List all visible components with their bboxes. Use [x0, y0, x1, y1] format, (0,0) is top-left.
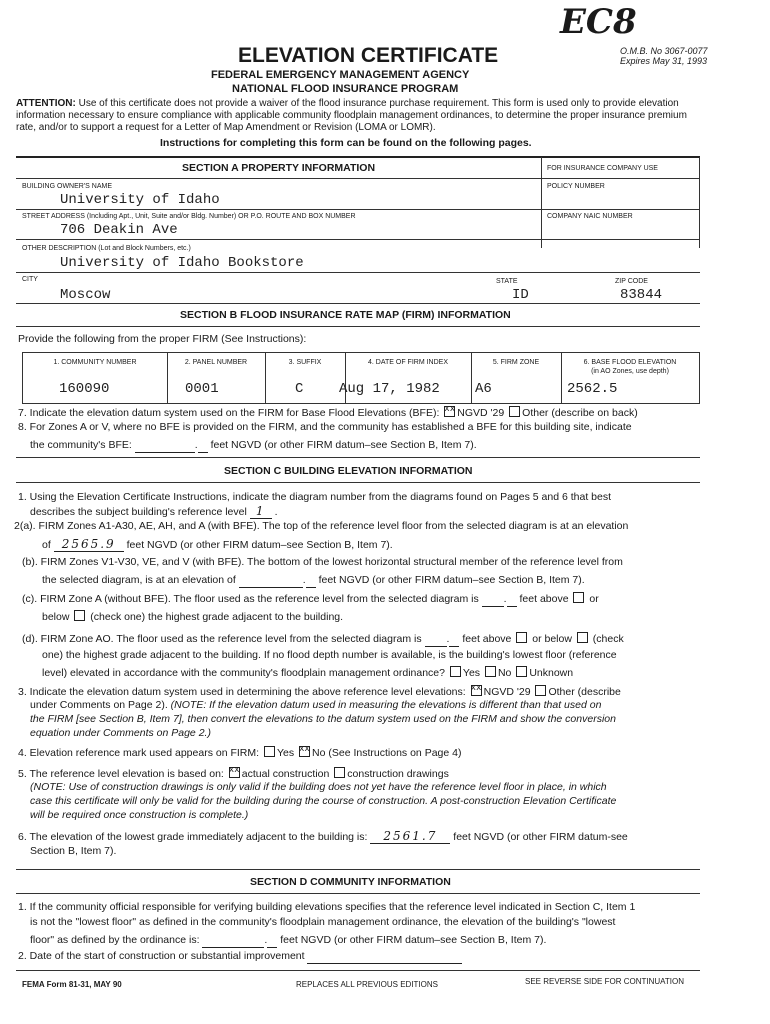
other-description-label: OTHER DESCRIPTION (Lot and Block Numbers, etc.) [22, 245, 191, 252]
attention-label: ATTENTION: [16, 98, 76, 109]
section-b-title: SECTION B FLOOD INSURANCE RATE MAP (FIRM) INFORMATION [180, 309, 511, 321]
d-item1-lowest-floor[interactable] [202, 934, 264, 948]
c-item6-text: 6. The elevation of the lowest grade immediately adjacent to the building is: [18, 831, 368, 843]
item7-ngvd-checkbox[interactable] [444, 406, 455, 417]
c-item2a-unit: feet NGVD (or other FIRM datum–see Section B, Item 7). [126, 539, 393, 551]
section-b-rule [16, 326, 700, 327]
street-address-value: 706 Deakin Ave [60, 222, 178, 238]
c-item2c-decimal[interactable] [507, 593, 517, 607]
footer-rule [16, 970, 700, 971]
section-b-item-8-line1: 8. For Zones A or V, where no BFE is provided on the FIRM, and the community has established a BFE for this building site, indicate [18, 421, 632, 433]
col-date-firm-index: 4. DATE OF FIRM INDEX [368, 359, 448, 366]
d-item1-text: floor" as defined by the ordinance is: [30, 934, 200, 946]
table-divider [471, 353, 472, 403]
insurance-use-label: FOR INSURANCE COMPANY USE [547, 165, 658, 172]
c-item1-text: describes the subject building's reference level [30, 506, 247, 518]
c-item2d-line1: (d). FIRM Zone AO. The floor used as the reference level from the selected diagram is . feet above or below (check [22, 633, 624, 645]
col-base-flood-note: (in AO Zones, use depth) [591, 368, 669, 375]
c-item2b-unit: feet NGVD (or other FIRM datum–see Section B, Item 7). [318, 574, 585, 586]
c-item5-note1: (NOTE: Use of construction drawings is only valid if the building does not yet have the reference level floor in place, in which [30, 781, 607, 793]
c-item2c-below: below [42, 611, 70, 623]
table-divider [561, 353, 562, 403]
col-base-flood-elevation: 6. BASE FLOOD ELEVATION [583, 359, 677, 366]
omb-number: O.M.B. No 3067-0077 [620, 46, 708, 56]
d-item1-line2: is not the "lowest floor" as defined in the community's floodplain management ordinance, the elevation of the building's "lowest [30, 916, 616, 928]
table-divider [167, 353, 168, 403]
c-item6-line1 [18, 830, 628, 844]
form-number: FEMA Form 81-31, MAY 90 [22, 980, 122, 989]
d-item2-date-field[interactable] [307, 950, 462, 964]
c-item1-line2: describes the subject building's reference level 1 . [30, 504, 278, 518]
c-item5-text: 5. The reference level elevation is based on: [18, 768, 224, 780]
c-item2c-text2: (check one) the highest grade adjacent to the building. [90, 611, 344, 623]
c-item5-actual-checkbox[interactable] [229, 767, 240, 778]
c-item2d-yes: Yes [462, 667, 481, 679]
section-a-top-rule [16, 156, 700, 158]
c-item4-yes-checkbox[interactable] [264, 746, 275, 757]
c-item4-yes: Yes [276, 747, 295, 759]
c-item2d-line3 [42, 666, 573, 680]
attention-notice [16, 98, 706, 134]
c-item2b-decimal[interactable] [306, 574, 316, 588]
city-value: Moscow [60, 287, 111, 303]
state-label: STATE [496, 278, 518, 285]
c-item2b-line2: the selected diagram, is at an elevation of . feet NGVD (or other FIRM datum–see Section B, Item 7). [42, 574, 585, 586]
d-item1-line1: 1. If the community official responsible for verifying building elevations specifies that the reference level indicated in Section C, Item 1 [18, 901, 636, 913]
section-c-title: SECTION C BUILDING ELEVATION INFORMATION [224, 465, 473, 477]
c-item2c-or: or [589, 593, 599, 605]
replaces-notice: REPLACES ALL PREVIOUS EDITIONS [296, 980, 438, 989]
col-firm-zone: 5. FIRM ZONE [492, 359, 540, 366]
c-item6-line2: Section B, Item 7). [30, 845, 117, 857]
c-item3-text: 3. Indicate the elevation datum system used in determining the above reference level elevations: [18, 686, 466, 698]
c-item3-ngvd: NGVD '29 [483, 686, 531, 698]
city-rule [16, 303, 700, 304]
item7-ngvd-label: NGVD '29 [457, 407, 505, 419]
c-item2d-check: (check [592, 633, 624, 645]
policy-number-label: POLICY NUMBER [547, 183, 605, 190]
c-item2c-line1: (c). FIRM Zone A (without BFE). The floor used as the reference level from the selected diagram is . feet above or [22, 593, 599, 605]
c-item2c-above-checkbox[interactable] [573, 592, 584, 603]
item8-bfe-label: the community's BFE: [30, 439, 132, 451]
table-divider [265, 353, 266, 403]
section-b-item-8-line2: the community's BFE: . feet NGVD (or other FIRM datum–see Section B, Item 7). [30, 439, 477, 451]
company-naic-label: COMPANY NAIC NUMBER [547, 213, 633, 220]
c-item2d-no: No [497, 667, 512, 679]
item7-other-label: Other (describe on back) [522, 407, 638, 419]
c-item2c-height[interactable] [482, 593, 504, 607]
d-item1-unit: feet NGVD (or other FIRM datum–see Section B, Item 7). [280, 934, 547, 946]
col-panel-number: 2. PANEL NUMBER [184, 359, 248, 366]
c-item2c-line2 [42, 610, 343, 624]
item8-bfe-field[interactable] [135, 439, 195, 453]
d-item1-decimal[interactable] [267, 934, 277, 948]
c-item3-line1 [18, 685, 621, 699]
instructions-note: Instructions for completing this form can be found on the following pages. [160, 137, 532, 149]
c-item5-note2: case this certificate will only be valid for the building during the course of construction. A post-construction Elevation Certificate [30, 795, 617, 807]
c-item3-line4: equation under Comments on Page 2.) [30, 727, 211, 739]
c-item5-note3: will be required once construction is complete.) [30, 809, 249, 821]
section-c-top-rule [16, 457, 700, 458]
c-item5-actual: actual construction [241, 768, 330, 780]
c-item2d-line2: one) the highest grade adjacent to the building. If no flood depth number is available, is the building's lowest floor (reference [42, 649, 617, 661]
state-value: ID [512, 287, 529, 303]
section-d-top-rule [16, 869, 700, 870]
c-item2d-unknown: Unknown [529, 667, 574, 679]
c-item2d-above-checkbox[interactable] [516, 632, 527, 643]
section-b-item-7 [18, 406, 708, 420]
c-item2d-below-checkbox[interactable] [577, 632, 588, 643]
expiration-date: Expires May 31, 1993 [620, 56, 708, 66]
panel-number-value: 0001 [185, 381, 219, 397]
item7-text: 7. Indicate the elevation datum system used on the FIRM for Base Flood Elevations (BFE): [18, 407, 440, 419]
suffix-value: C [295, 381, 304, 397]
program-name: NATIONAL FLOOD INSURANCE PROGRAM [232, 83, 459, 95]
c-item3-comments: under Comments on Page 2). [30, 699, 168, 711]
c-item3-other: Other (describe [548, 686, 621, 698]
c-item2b-text: the selected diagram, is at an elevation of [42, 574, 236, 586]
c-item5-drawings-checkbox[interactable] [334, 767, 345, 778]
c-item2d-or-below: or below [532, 633, 572, 645]
agency-name: FEDERAL EMERGENCY MANAGEMENT AGENCY [211, 69, 470, 81]
city-label: CITY [22, 276, 38, 283]
section-a-header-rule [16, 178, 700, 179]
owner-name-label: BUILDING OWNER'S NAME [22, 183, 113, 190]
col-suffix: 3. SUFFIX [288, 359, 322, 366]
c-item2d-feet-above: feet above [462, 633, 512, 645]
c-item2d-yes-checkbox[interactable] [450, 666, 461, 677]
date-firm-index-value: Aug 17, 1982 [339, 381, 440, 397]
c-item2d-unknown-checkbox[interactable] [516, 666, 527, 677]
street-address-label: STREET ADDRESS (Including Apt., Unit, Suite and/or Bldg. Number) OR P.O. ROUTE AND BOX NUMBER [22, 213, 356, 220]
c-item2a-line1: 2(a). FIRM Zones A1-A30, AE, AH, and A (with BFE). The top of the reference level floor from the selected diagram is at an elevation [14, 520, 629, 532]
c-item1-line1: 1. Using the Elevation Certificate Instructions, indicate the diagram number from the diagrams found on Pages 5 and 6 that best [18, 491, 611, 503]
community-number-value: 160090 [59, 381, 110, 397]
c-item2a-of: of [42, 539, 51, 551]
c-item2d-text3: level) elevated in accordance with the community's floodplain management ordinance? [42, 667, 445, 679]
c-item2b-elevation[interactable] [239, 574, 303, 588]
firm-table [22, 352, 700, 404]
c-item2b-line1: (b). FIRM Zones V1-V30, VE, and V (with BFE). The bottom of the lowest horizontal structural member of the reference level from [22, 556, 623, 568]
c-item4-instructions: (See Instructions on Page 4) [328, 747, 462, 759]
owner-name-value: University of Idaho [60, 192, 220, 208]
c-item6-grade-elevation[interactable]: 2561.7 [370, 830, 450, 844]
d-item1-line3: floor" as defined by the ordinance is: . feet NGVD (or other FIRM datum–see Section B, Item 7). [30, 934, 547, 946]
c-item5 [18, 767, 449, 781]
section-c-rule [16, 482, 700, 483]
item8-bfe-unit: feet NGVD (or other FIRM datum–see Section B, Item 7). [210, 439, 477, 451]
c-item2c-below-checkbox[interactable] [74, 610, 85, 621]
c-item5-drawings: construction drawings [347, 768, 449, 780]
section-a-title: SECTION A PROPERTY INFORMATION [181, 162, 376, 174]
c-item3-note: (NOTE: If the elevation datum used in measuring the elevations is different than that used on [170, 699, 602, 711]
c-item6-unit: feet NGVD (or other FIRM datum-see [453, 831, 628, 843]
zip-code-label: ZIP CODE [615, 278, 648, 285]
c-item3-line3: the FIRM [see Section B, Item 7], then convert the elevations to the datum system used on the FIRM and show the conversion [30, 713, 616, 725]
c-item4 [18, 746, 461, 760]
form-title: ELEVATION CERTIFICATE [238, 44, 499, 67]
c-item2d-no-checkbox[interactable] [485, 666, 496, 677]
handwritten-code: EC8 [560, 2, 637, 42]
other-description-value: University of Idaho Bookstore [60, 255, 304, 271]
c-item2a-elevation[interactable]: 2565.9 [54, 538, 124, 552]
base-flood-elevation-value: 2562.5 [567, 381, 618, 397]
c-item4-no-checkbox[interactable] [299, 746, 310, 757]
col-community-number: 1. COMMUNITY NUMBER [53, 359, 137, 366]
firm-zone-value: A6 [475, 381, 492, 397]
section-a-right-border [699, 157, 700, 248]
section-d-rule [16, 893, 700, 894]
c-item2d-decimal[interactable] [449, 633, 459, 647]
section-a-divider [541, 157, 542, 248]
c-item2c-text: (c). FIRM Zone A (without BFE). The floor used as the reference level from the selected diagram is [22, 593, 479, 605]
other-rule [16, 272, 700, 273]
street-rule [16, 239, 700, 240]
section-d-title: SECTION D COMMUNITY INFORMATION [250, 876, 451, 888]
c-item3-ngvd-checkbox[interactable] [471, 685, 482, 696]
c-item2d-depth[interactable] [425, 633, 447, 647]
item7-other-checkbox[interactable] [509, 406, 520, 417]
owner-rule [16, 209, 700, 210]
c-item2a-line2 [42, 538, 393, 552]
c-item2d-text: (d). FIRM Zone AO. The floor used as the reference level from the selected diagram is [22, 633, 422, 645]
section-b-intro: Provide the following from the proper FIRM (See Instructions): [18, 333, 307, 345]
continuation-notice: SEE REVERSE SIDE FOR CONTINUATION [525, 977, 684, 986]
c-item4-no: No [312, 747, 326, 759]
c-item4-text: 4. Elevation reference mark used appears on FIRM: [18, 747, 260, 759]
d-item2 [18, 950, 462, 964]
zip-code-value: 83844 [620, 287, 663, 303]
attention-text: Use of this certificate does not provide a waiver of the flood insurance purchase requirement. This form is used only to provide elevation information necessary to ensure compliance with applicable community floodplain management ordinances, to determine the proper insurance premium rate, and/or to support a request for a Letter of Map Amendment or Revision (LOMA or LOMR). [16, 98, 687, 133]
d-item2-text: 2. Date of the start of construction or substantial improvement [18, 950, 305, 962]
c-item3-other-checkbox[interactable] [535, 685, 546, 696]
c-item1-diagram-number[interactable]: 1 [250, 505, 272, 519]
c-item2c-feet-above: feet above [519, 593, 569, 605]
item8-bfe-decimal[interactable] [198, 439, 208, 453]
c-item3-line2 [30, 699, 601, 712]
